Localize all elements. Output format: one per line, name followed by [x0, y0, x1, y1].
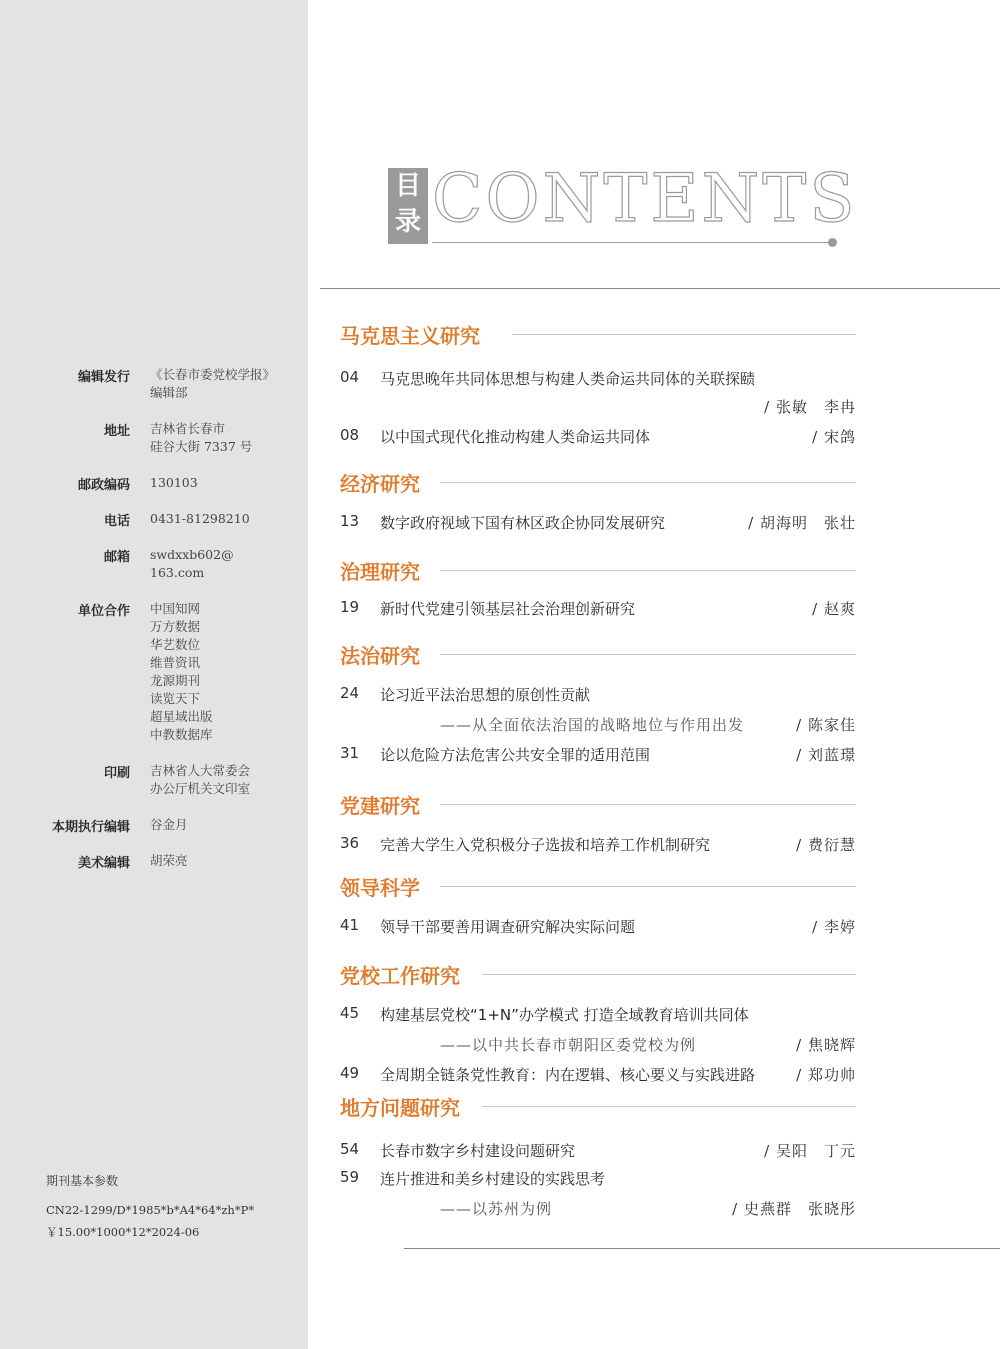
article-title: 论以危险方法危害公共安全罪的适用范围: [380, 746, 651, 764]
section-header: [340, 468, 856, 498]
toc-entry[interactable]: [340, 834, 860, 858]
info-value: [150, 816, 188, 834]
info-line: 163.com: [150, 565, 205, 580]
article-title: 新时代党建引领基层社会治理创新研究: [380, 600, 636, 618]
info-line: 读览天下: [150, 691, 201, 706]
toc-entry[interactable]: [340, 368, 860, 392]
logo-char: 录: [394, 207, 421, 237]
info-line: 中教数据库: [150, 727, 213, 742]
toc-entry[interactable]: [340, 916, 860, 940]
section-divider: [482, 974, 856, 975]
info-line: 万方数据: [150, 619, 201, 634]
section-title: 法治研究: [340, 644, 420, 668]
article-author: / 刘蓝璟: [796, 746, 856, 764]
header-dot: [828, 238, 837, 247]
logo-char: 目: [394, 171, 421, 201]
params-line: ￥15.00*1000*12*2024-06: [46, 1225, 200, 1239]
page-number: 54: [340, 1140, 360, 1158]
section-header: [340, 960, 856, 990]
article-author: / 陈家佳: [796, 716, 856, 734]
page-number: 19: [340, 598, 360, 616]
toc-entry[interactable]: [340, 1140, 860, 1164]
contents-logo: [388, 168, 428, 244]
page-number: 08: [340, 426, 360, 444]
article-title: 领导干部要善用调查研究解决实际问题: [380, 918, 636, 936]
info-line: 中国知网: [150, 601, 201, 616]
section-divider: [440, 804, 856, 805]
section-title: 党校工作研究: [340, 964, 460, 988]
article-title: 连片推进和美乡村建设的实践思考: [380, 1170, 606, 1188]
section-divider: [512, 334, 856, 335]
section-title: 党建研究: [340, 794, 420, 818]
info-value: [150, 600, 213, 744]
section-header: [340, 320, 856, 350]
article-author: / 赵爽: [812, 600, 856, 618]
article-author: / 张敏 李冉: [764, 398, 856, 416]
params-title: 期刊基本参数: [46, 1174, 119, 1188]
section-title: 领导科学: [340, 876, 420, 900]
toc-entry[interactable]: [340, 744, 860, 768]
section-title: 治理研究: [340, 560, 420, 584]
info-line: 华艺数位: [150, 637, 201, 652]
section-divider: [440, 654, 856, 655]
info-label: 单位合作: [77, 604, 130, 619]
info-value: [150, 510, 250, 528]
info-line: 编辑部: [150, 385, 188, 400]
section-header: [340, 556, 856, 586]
info-line: 谷金月: [150, 817, 188, 832]
article-author: / 胡海明 张壮: [748, 514, 856, 532]
header-underline: [432, 242, 830, 243]
section-header: [340, 640, 856, 670]
toc-entry[interactable]: [340, 1168, 860, 1192]
section-title: 地方问题研究: [340, 1096, 460, 1120]
page-number: 59: [340, 1168, 360, 1186]
article-title: 构建基层党校“1+N”办学模式 打造全域教育培训共同体: [380, 1006, 749, 1024]
section-divider: [440, 886, 856, 887]
toc-entry-subtitle-line: [340, 714, 860, 738]
section-divider: [440, 570, 856, 571]
toc-entry[interactable]: [340, 1064, 860, 1088]
info-line: 维普资讯: [150, 655, 201, 670]
article-author: / 费衍慧: [796, 836, 856, 854]
toc-entry[interactable]: [340, 512, 860, 536]
article-subtitle: ——以苏州为例: [440, 1200, 553, 1218]
info-line: swdxxb602@: [150, 547, 234, 562]
article-subtitle: ——以中共长春市朝阳区委党校为例: [440, 1036, 697, 1054]
info-label: 电话: [103, 514, 130, 529]
page-number: 13: [340, 512, 360, 530]
info-label: 邮政编码: [77, 478, 130, 493]
toc-entry-subtitle-line: [340, 1198, 860, 1222]
section-header: [340, 872, 856, 902]
page-number: 36: [340, 834, 360, 852]
article-title: 论习近平法治思想的原创性贡献: [380, 686, 591, 704]
info-label: 地址: [103, 424, 130, 439]
article-author: / 吴阳 丁元: [764, 1142, 856, 1160]
info-value: [150, 762, 250, 798]
article-title: 全周期全链条党性教育：内在逻辑、核心要义与实践进路: [380, 1066, 756, 1084]
page-number: 49: [340, 1064, 360, 1082]
article-author: / 史燕群 张晓彤: [732, 1200, 856, 1218]
info-value: [150, 546, 234, 582]
article-title: 完善大学生入党积极分子选拔和培养工作机制研究: [380, 836, 711, 854]
info-line: 吉林省人大常委会: [150, 763, 251, 778]
article-subtitle: ——从全面依法治国的战略地位与作用出发: [440, 716, 745, 734]
page-number: 41: [340, 916, 360, 934]
journal-params: [46, 1172, 254, 1243]
info-label: 本期执行编辑: [51, 820, 130, 835]
article-title: 数字政府视域下国有林区政企协同发展研究: [380, 514, 666, 532]
info-label: 邮箱: [103, 550, 130, 565]
page-number: 24: [340, 684, 360, 702]
toc-entry[interactable]: [340, 598, 860, 622]
info-value: [150, 366, 275, 402]
info-line: 办公厅机关文印室: [150, 781, 251, 796]
toc-entry-subtitle-line: [340, 1034, 860, 1058]
info-label: 编辑发行: [77, 370, 130, 385]
page-number: 45: [340, 1004, 360, 1022]
contents-heading: CONTENTS: [432, 160, 858, 237]
article-author: / 焦晓辉: [796, 1036, 856, 1054]
info-line: 0431-81298210: [150, 511, 250, 526]
article-title: 以中国式现代化推动构建人类命运共同体: [380, 428, 651, 446]
toc-entry[interactable]: [340, 1004, 860, 1028]
section-title: 马克思主义研究: [340, 324, 480, 348]
toc-entry[interactable]: [340, 684, 860, 708]
article-title: 长春市数字乡村建设问题研究: [380, 1142, 576, 1160]
article-title: 马克思晚年共同体思想与构建人类命运共同体的关联探赜: [380, 370, 756, 388]
bottom-divider: [404, 1248, 1000, 1249]
section-divider: [440, 482, 856, 483]
info-label: 美术编辑: [77, 856, 130, 871]
info-line: 硅谷大街 7337 号: [150, 439, 253, 454]
article-author: / 李婷: [812, 918, 856, 936]
params-line: CN22-1299/D*1985*b*A4*64*zh*P*: [46, 1203, 255, 1217]
info-line: 胡荣亮: [150, 853, 188, 868]
info-value: [150, 474, 198, 492]
info-label: 印刷: [103, 766, 130, 781]
section-header: [340, 790, 856, 820]
toc-entry[interactable]: [340, 426, 860, 450]
section-header: [340, 1092, 856, 1122]
page-number: 04: [340, 368, 360, 386]
info-line: 《长春市委党校学报》: [150, 367, 276, 382]
section-title: 经济研究: [340, 472, 420, 496]
toc-entry-author-line: [340, 396, 860, 420]
sidebar: [0, 0, 308, 1349]
article-author: / 郑功帅: [796, 1066, 856, 1084]
info-line: 超星域出版: [150, 709, 213, 724]
page-number: 31: [340, 744, 360, 762]
info-line: 130103: [150, 475, 198, 490]
info-line: 吉林省长春市: [150, 421, 226, 436]
article-author: / 宋鸽: [812, 428, 856, 446]
info-value: [150, 852, 188, 870]
info-line: 龙源期刊: [150, 673, 201, 688]
info-value: [150, 420, 252, 456]
section-divider: [482, 1106, 856, 1107]
top-divider: [320, 288, 1000, 289]
